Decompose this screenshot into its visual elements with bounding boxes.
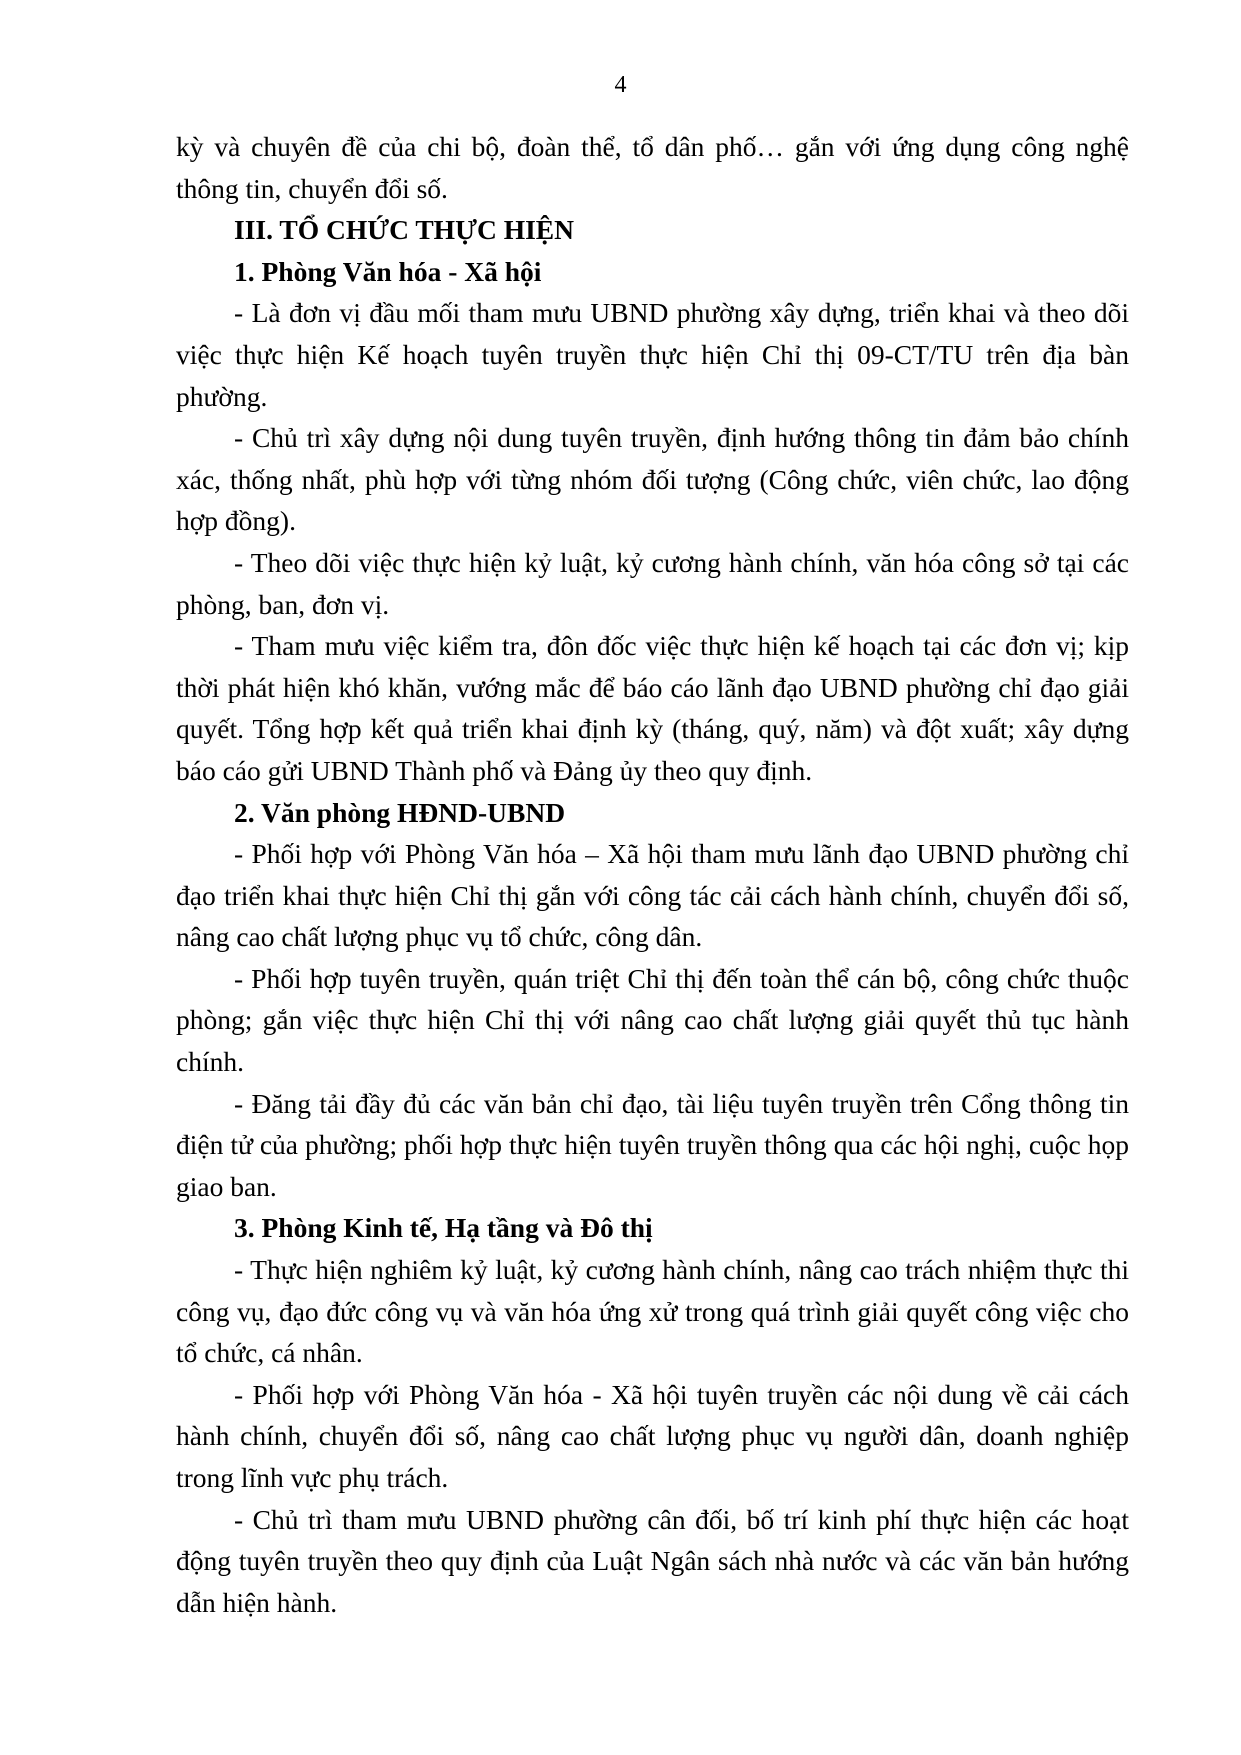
paragraph: - Đăng tải đầy đủ các văn bản chỉ đạo, tài liệu tuyên truyền trên Cổng thông tin điện tử của phường; phối hợp thực hiện tuyên truyền thông qua các hội nghị, cuộc họp giao ban. [176, 1087, 1129, 1202]
paragraph: - Chủ trì tham mưu UBND phường cân đối, bố trí kinh phí thực hiện các hoạt động tuyên truyền theo quy định của Luật Ngân sách nhà nước và các văn bản hướng dẫn hiện hành. [176, 1503, 1129, 1618]
paragraph: - Phối hợp tuyên truyền, quán triệt Chỉ thị đến toàn thể cán bộ, công chức thuộc phòng; gắn việc thực hiện Chỉ thị với nâng cao chất lượng giải quyết thủ tục hành chính. [176, 962, 1129, 1078]
paragraph: - Phối hợp với Phòng Văn hóa – Xã hội tham mưu lãnh đạo UBND phường chỉ đạo triển khai thực hiện Chỉ thị gắn với công tác cải cách hành chính, chuyển đổi số, nâng cao chất lượng phục vụ tổ chức, công dân. [176, 838, 1129, 953]
section-heading-iii: III. TỔ CHỨC THỰC HIỆN [234, 214, 574, 246]
paragraph-continuation: kỳ và chuyên đề của chi bộ, đoàn thể, tổ dân phố… gắn với ứng dụng công nghệ thông tin, chuyển đổi số. [176, 131, 1129, 204]
paragraph: - Chủ trì xây dựng nội dung tuyên truyền, định hướng thông tin đảm bảo chính xác, thống nhất, phù hợp với từng nhóm đối tượng (Công chức, viên chức, lao động hợp đồng). [176, 422, 1129, 537]
paragraph: - Là đơn vị đầu mối tham mưu UBND phường xây dựng, triển khai và theo dõi việc thực hiện Kế hoạch tuyên truyền thực hiện Chỉ thị 09-CT/TU trên địa bàn phường. [176, 297, 1129, 412]
paragraph: - Tham mưu việc kiểm tra, đôn đốc việc thực hiện kế hoạch tại các đơn vị; kịp thời phát hiện khó khăn, vướng mắc để báo cáo lãnh đạo UBND phường chỉ đạo giải quyết. Tổng hợp kết quả triển khai định kỳ (tháng, quý, năm) và đột xuất; xây dựng báo cáo gửi UBND Thành phố và Đảng ủy theo quy định. [176, 630, 1129, 786]
subsection-heading-1: 1. Phòng Văn hóa - Xã hội [234, 255, 542, 287]
subsection-heading-3: 3. Phòng Kinh tế, Hạ tầng và Đô thị [234, 1212, 653, 1244]
paragraph: - Theo dõi việc thực hiện kỷ luật, kỷ cương hành chính, văn hóa công sở tại các phòng, ban, đơn vị. [176, 546, 1129, 620]
paragraph: - Thực hiện nghiêm kỷ luật, kỷ cương hành chính, nâng cao trách nhiệm thực thi công vụ, đạo đức công vụ và văn hóa ứng xử trong quá trình giải quyết công việc cho tổ chức, cá nhân. [176, 1254, 1129, 1369]
document-body [176, 126, 1129, 1623]
paragraph: - Phối hợp với Phòng Văn hóa - Xã hội tuyên truyền các nội dung về cải cách hành chính, chuyển đổi số, nâng cao chất lượng phục vụ người dân, doanh nghiệp trong lĩnh vực phụ trách. [176, 1378, 1129, 1493]
subsection-heading-2: 2. Văn phòng HĐND-UBND [234, 796, 566, 828]
page-number: 4 [614, 72, 627, 98]
